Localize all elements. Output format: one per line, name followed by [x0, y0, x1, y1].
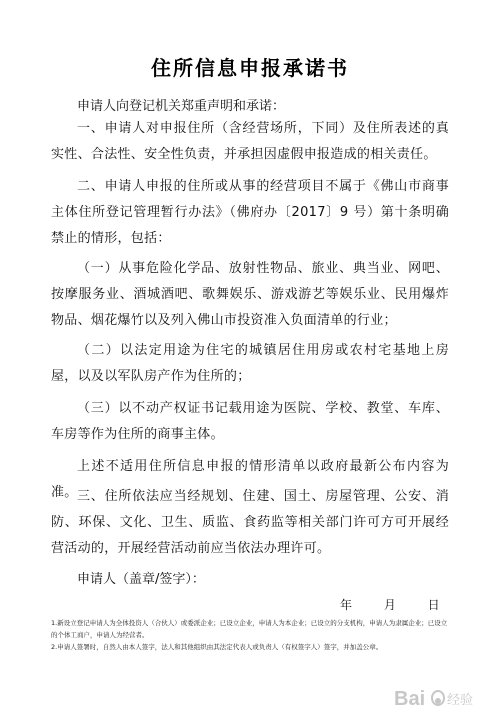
baidu-jingyan-watermark — [392, 677, 492, 717]
paragraph-list-note: 上述不适用住所信息申报的情形清单以政府最新公布内容为准。 — [51, 459, 449, 500]
applicant-signature-label: 申请人（盖章/签字）： — [77, 572, 205, 587]
footnote-1: 1.新设立登记申请人为全体投资人（合伙人）或委派企业；已设立企业，申请人为本企业；已设立的分支机构，申请人为隶属企业；已设立的个体工商户，申请人为经营者。 — [51, 619, 448, 639]
paragraph-authenticity: 一、申请人对申报住所（含经营场所，下同）及住所表述的真实性、合法性、安全性负责，并承担因虚假申报造成的相关责任。 — [51, 121, 449, 162]
date-month: 月 — [383, 598, 396, 612]
footnotes — [51, 617, 449, 653]
paragraph-permits: 三、住所依法应当经规划、住建、国土、房屋管理、公安、消防、环保、文化、卫生、质监、食药监等相关部门许可方可开展经营活动的，开展经营活动前应当依法办理许可。 — [51, 489, 449, 556]
footnote-2: 2.申请人签署时，自然人由本人签字，法人和其他组织由其法定代表人或负责人（有权签字人）签字，并加盖公章。 — [51, 643, 383, 651]
paragraph-item-1: （一）从事危险化学品、放射性物品、旅业、典当业、网吧、按摩服务业、酒城酒吧、歌舞娱乐、游戏游艺等娱乐业、民用爆炸物品、烟花爆竹以及列入佛山市投资准入负面清单的行业； — [51, 261, 449, 328]
intro-text: 申请人向登记机关郑重声明和承诺： — [77, 99, 286, 114]
date-year: 年 — [340, 598, 353, 612]
svg-text:Bai: Bai — [394, 688, 426, 710]
paragraph-prohibited: 二、申请人申报的住所或从事的经营项目不属于《佛山市商事主体住所登记管理暂行办法》（佛府办〔2017〕9 号）第十条明确禁止的情形，包括： — [51, 179, 449, 246]
paragraph-item-2: （二）以法定用途为住宅的城镇居住用房或农村宅基地上房屋，以及以军队房产作为住所的； — [51, 343, 449, 384]
paragraph-item-3: （三）以不动产权证书记载用途为医院、学校、教堂、车库、车房等作为住所的商事主体。 — [51, 401, 449, 442]
svg-text:经验: 经验 — [447, 693, 474, 708]
date-line — [340, 596, 440, 613]
document-title: 住所信息申报承诺书 — [151, 56, 349, 80]
date-day: 日 — [427, 598, 440, 612]
